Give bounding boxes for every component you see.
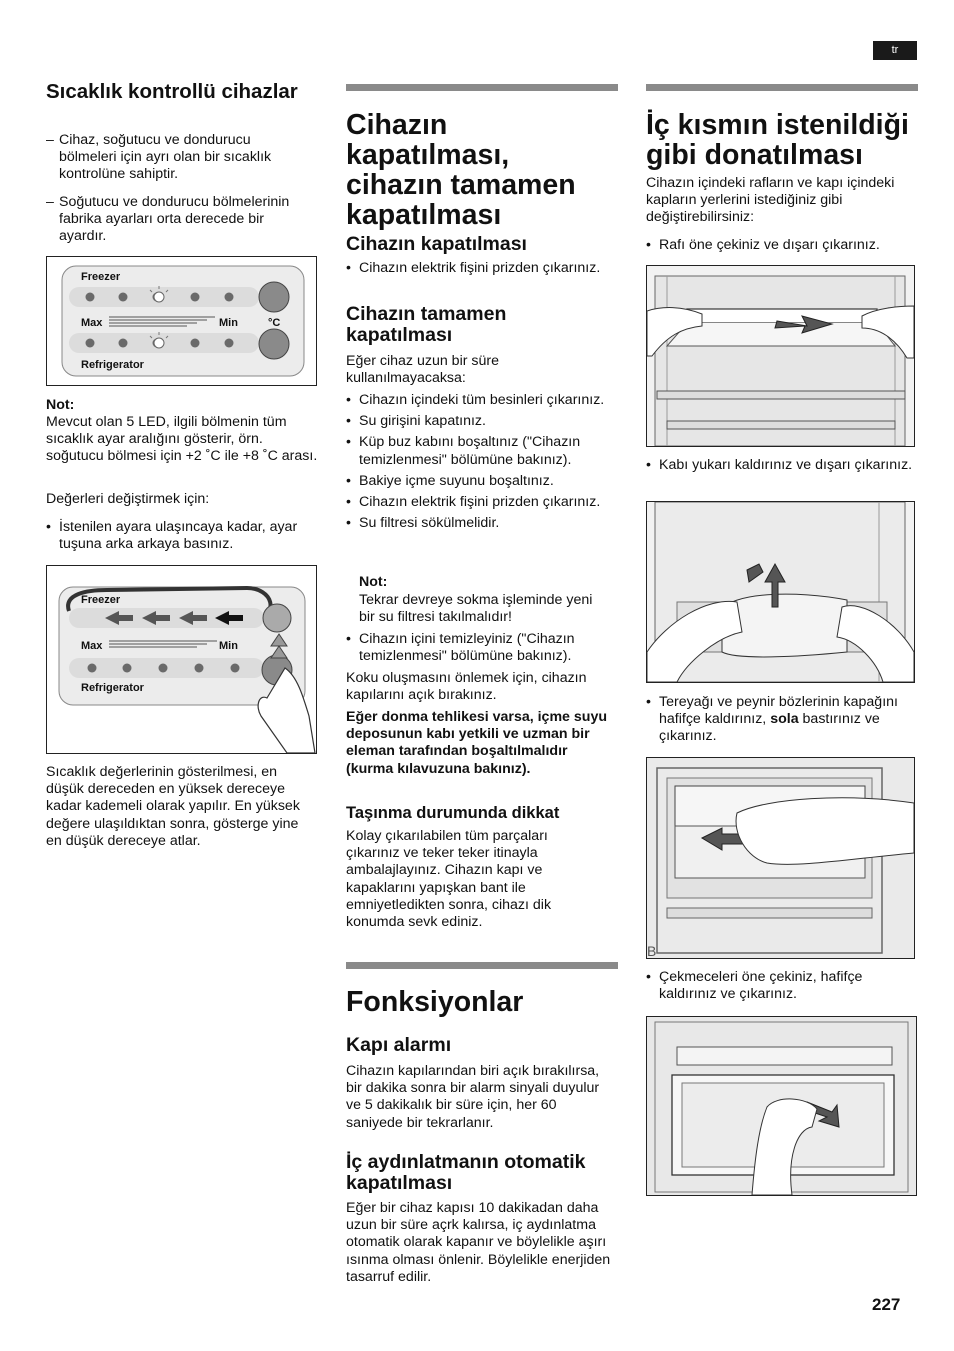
display-text: Sıcaklık değerlerinin gösterilmesi, en düşük dereceden en yüksek dereceye kadar kademeli olarak yapılır. En yüksek değere ulaşıldıktan sonra, gösterge yine en düşük dereceye atlar. [46,764,300,849]
shelf-figure [646,265,915,447]
bullet-list [346,392,608,532]
section-bar [346,84,618,91]
freezer-label: Freezer [81,594,121,606]
section-title: Cihazın kapatılması, cihazın tamamen kapatılması [346,109,576,231]
light-text: Eğer bir cihaz kapısı 10 dakikadan daha uzun bir süre açrk kalırsa, iç aydınlatma otomatik olarak kapanır ve böylelikle aşırı ısınma olması önlenir. Böylelikle enerjiden tasarruf edilir. [346,1200,611,1285]
control-panel-adjust-figure [46,565,317,754]
list-item: • Cihazın elektrik fişini prizden çıkarınız. [346,260,608,277]
bullet-list [646,694,918,746]
list-item: • Cihazın elektrik fişini prizden çıkarınız. [346,494,608,511]
alarm-text: Cihazın kapılarından biri açık bırakılırsa, bir dakika sonra bir alarm sinyali duyulur ve 5 dakikalık bir süre için, her 60 saniyede bir tekrarlanır. [346,1063,600,1131]
butter-compartment-figure [646,757,915,959]
language-tag: tr [873,41,917,60]
list-item: • Çekmeceleri öne çekiniz, hafifçe kaldırınız ve çıkarınız. [646,969,918,1003]
min-label: Min [219,640,238,652]
bullet-list [346,260,608,277]
drawer-illustration [647,1017,916,1195]
door-bin-figure [646,501,915,683]
door-bin-illustration [647,502,914,682]
celsius-label: °C [268,317,281,329]
list-item: • Su girişini kapatınız. [346,413,608,430]
note-label: Not: [46,397,75,413]
drawer-figure [646,1016,917,1196]
sub-heading: Cihazın tamamen kapatılması [346,303,507,346]
sub-heading: Taşınma durumunda dikkat [346,804,560,822]
list-item-text: Tereyağı ve peynir bözlerinin kapağını hafifçe kaldırınız, [659,694,898,728]
max-label: Max [81,317,103,329]
shelf-illustration [647,266,914,446]
note-label: Not: [359,574,388,590]
intro-text: Eğer cihaz uzun bir süre kullanılmayacaksa: [346,353,499,387]
section-heading: Sıcaklık kontrollü cihazlar [46,80,298,103]
bullet-list [346,631,608,665]
freezer-label: Freezer [81,271,121,283]
bullet-list [646,237,918,254]
list-item: • Cihazın içini temizleyiniz ("Cihazın temizlenmesi" bölümüne bakınız). [346,631,608,665]
change-text: Değerleri değiştirmek için: [46,491,210,507]
list-item: • Küp buz kabını boşaltınız ("Cihazın temizlenmesi" bölümüne bakınız). [346,434,608,468]
section-title: Fonksiyonlar [346,986,524,1018]
section-bar [346,962,618,969]
dash-list [46,132,308,245]
control-panel-figure [46,256,317,386]
list-item [646,694,918,746]
bullet-list [646,969,918,1003]
odor-text: Koku oluşmasını önlemek için, cihazın kapılarını açık bırakınız. [346,670,587,704]
note-text: Mevcut olan 5 LED, ilgili bölmenin tüm sıcaklık ayar aralığını gösterir, örn. soğutucu bölmesi için +2 ˚C ile +8 ˚C arası. [46,414,318,465]
list-item: – Cihaz, soğutucu ve dondurucu bölmeleri için ayrı olan bir sıcaklık kontrolüne sahiptir. [46,132,308,184]
sub-heading: Kapı alarmı [346,1034,452,1056]
list-item: • İstenilen ayara ulaşıncaya kadar, ayar tuşuna arka arkaya basınız. [46,519,308,553]
list-item-text: bastırınız ve çıkarınız. [659,711,880,745]
list-item: • Cihazın içindeki tüm besinleri çıkarınız. [346,392,608,409]
refrigerator-label: Refrigerator [81,682,144,694]
list-item: • Rafı öne çekiniz ve dışarı çıkarınız. [646,237,918,254]
butter-compartment-illustration [647,758,914,958]
intro-text: Cihazın içindeki rafların ve kapı içindeki kapların yerlerini istediğiniz gibi değiştirebilirsiniz: [646,175,895,226]
sub-heading: İç aydınlatmanın otomatik kapatılması [346,1151,586,1194]
page-number: 227 [872,1295,901,1314]
sub-heading: Cihazın kapatılması [346,233,527,255]
transport-text: Kolay çıkarılabilen tüm parçaları çıkarınız ve teker teker itinayla ambalajlayınız. Cihazın kapı ve kapaklarını yapışkan bant ile emniyetledikten sonra, cihazı dik konumda sevk ediniz. [346,828,552,931]
list-item: • Bakiye içme suyunu boşaltınız. [346,473,608,490]
list-item: • Su filtresi sökülmelidir. [346,515,608,532]
warning-text: Eğer donma tehlikesi varsa, içme suyu deposunun kabı yetkili ve uzman bir eleman tarafından boşaltılmalıdır (kurma kılavuzuna bakınız). [346,709,608,777]
list-item-bold: sola [770,711,799,728]
note-text: Tekrar devreye sokma işleminde yeni bir su filtresi takılmalıdır! [359,592,593,626]
svg-text:B: B [647,943,657,958]
bullet-list [46,519,308,553]
max-label: Max [81,640,103,652]
refrigerator-label: Refrigerator [81,359,144,371]
section-bar [646,84,918,91]
list-item: – Soğutucu ve dondurucu bölmelerinin fabrika ayarları orta derecede bir ayardır. [46,194,308,246]
section-title: İç kısmın istenildiği gibi donatılması [646,109,909,171]
bullet-list [646,457,918,474]
list-item: • Kabı yukarı kaldırınız ve dışarı çıkarınız. [646,457,918,474]
min-label: Min [219,317,238,329]
